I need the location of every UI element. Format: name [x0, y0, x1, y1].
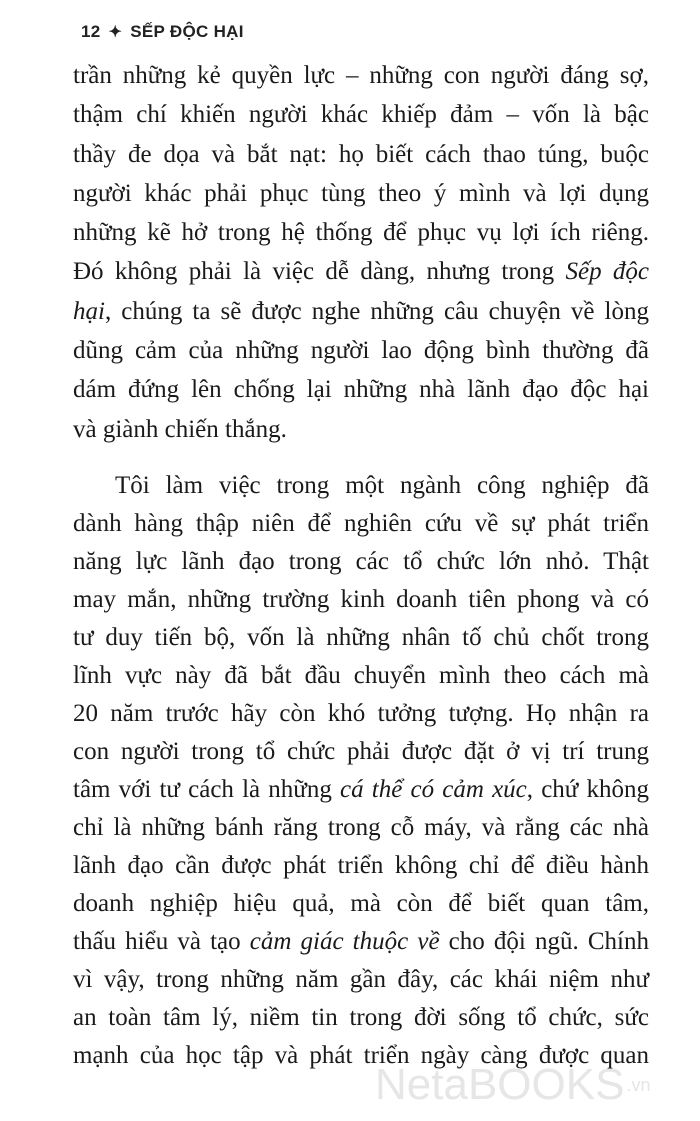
text-line [73, 252, 649, 291]
text-line [73, 999, 649, 1037]
italic-text: hại [73, 297, 105, 325]
text-line [73, 95, 649, 134]
text-segment: người khác phải phục tùng theo ý mình và lợi dụng [73, 179, 649, 207]
watermark-suffix: .vn [626, 1074, 651, 1095]
paragraph-2 [73, 467, 649, 1075]
page-number: 12 [81, 22, 101, 41]
text-line [73, 847, 649, 885]
text-line [73, 657, 649, 695]
text-line [73, 543, 649, 581]
text-segment: , chứ không [526, 776, 650, 803]
text-segment: thầy đe dọa và bắt nạt: họ biết cách thao túng, buộc [73, 140, 649, 168]
text-segment: những kẽ hở trong hệ thống để phục vụ lợi ích riêng. [73, 219, 649, 247]
text-segment: Đó không phải là việc dễ dàng, nhưng trong [73, 258, 566, 286]
text-segment: mạnh của học tập và phát triển ngày càng được quan [73, 1042, 649, 1069]
italic-text: cảm giác thuộc về [249, 928, 440, 955]
text-line [73, 135, 649, 174]
text-line [73, 410, 649, 449]
text-segment: con người trong tổ chức phải được đặt ở vị trí trung [73, 738, 649, 765]
text-line [73, 213, 649, 252]
book-title: SẾP ĐỘC HẠI [130, 22, 244, 41]
text-line [73, 961, 649, 999]
text-segment: trần những kẻ quyền lực – những con người đáng sợ, [73, 62, 649, 89]
text-line [73, 771, 649, 809]
text-line [73, 581, 649, 619]
running-header [81, 22, 244, 42]
text-segment: dũng cảm của những người lao động bình thường đã [73, 337, 649, 365]
text-line [73, 292, 649, 331]
text-segment: Tôi làm việc trong một ngành công nghiệp đã [115, 472, 649, 499]
text-line [73, 733, 649, 771]
text-segment: tư duy tiến bộ, vốn là những nhân tố chủ chốt trong [73, 624, 649, 651]
text-segment: chỉ là những bánh răng trong cỗ máy, và rằng các nhà [73, 814, 649, 841]
text-line [73, 370, 649, 409]
text-segment: , chúng ta sẽ được nghe những câu chuyện về lòng [104, 297, 649, 325]
text-line [73, 809, 649, 847]
text-segment: thậm chí khiến người khác khiếp đảm – vốn là bậc [73, 101, 649, 129]
text-segment: tâm với tư cách là những [73, 776, 341, 803]
text-line [73, 619, 649, 657]
text-segment: vì vậy, trong những năm gần đây, các khái niệm như [73, 966, 649, 993]
text-line [73, 467, 649, 505]
text-line [73, 695, 649, 733]
text-segment: doanh nghiệp hiệu quả, mà còn để biết quan tâm, [73, 890, 649, 917]
text-line [73, 174, 649, 213]
text-segment: thấu hiểu và tạo [73, 928, 250, 955]
watermark-logo [375, 1060, 650, 1110]
text-segment: 20 năm trước hãy còn khó tưởng tượng. Họ nhận ra [73, 700, 649, 727]
text-segment: cho đội ngũ. Chính [439, 928, 649, 955]
italic-text: cá thể có cảm xúc [340, 776, 527, 803]
text-line [73, 505, 649, 543]
text-segment: dám đứng lên chống lại những nhà lãnh đạo độc hại [73, 376, 649, 404]
text-segment: dành hàng thập niên để nghiên cứu về sự phát triển [73, 510, 649, 537]
watermark-brand: NetaBOOKS [375, 1060, 625, 1109]
text-line [73, 885, 649, 923]
text-segment: lĩnh vực này đã bắt đầu chuyển mình theo cách mà [73, 662, 649, 689]
text-line [73, 923, 649, 961]
text-segment: an toàn tâm lý, niềm tin trong đời sống tổ chức, sức [73, 1004, 649, 1031]
text-segment: may mắn, những trường kinh doanh tiên phong và có [73, 586, 649, 613]
text-segment: năng lực lãnh đạo trong các tổ chức lớn nhỏ. Thật [73, 548, 649, 575]
text-line [73, 56, 649, 95]
paragraph-1 [73, 56, 649, 449]
text-segment: và giành chiến thắng. [73, 415, 287, 443]
star-separator-icon: ✦ [108, 24, 123, 41]
text-segment: lãnh đạo cần được phát triển không chỉ để điều hành [73, 852, 649, 879]
text-line [73, 331, 649, 370]
italic-text: Sếp độc [565, 258, 649, 286]
